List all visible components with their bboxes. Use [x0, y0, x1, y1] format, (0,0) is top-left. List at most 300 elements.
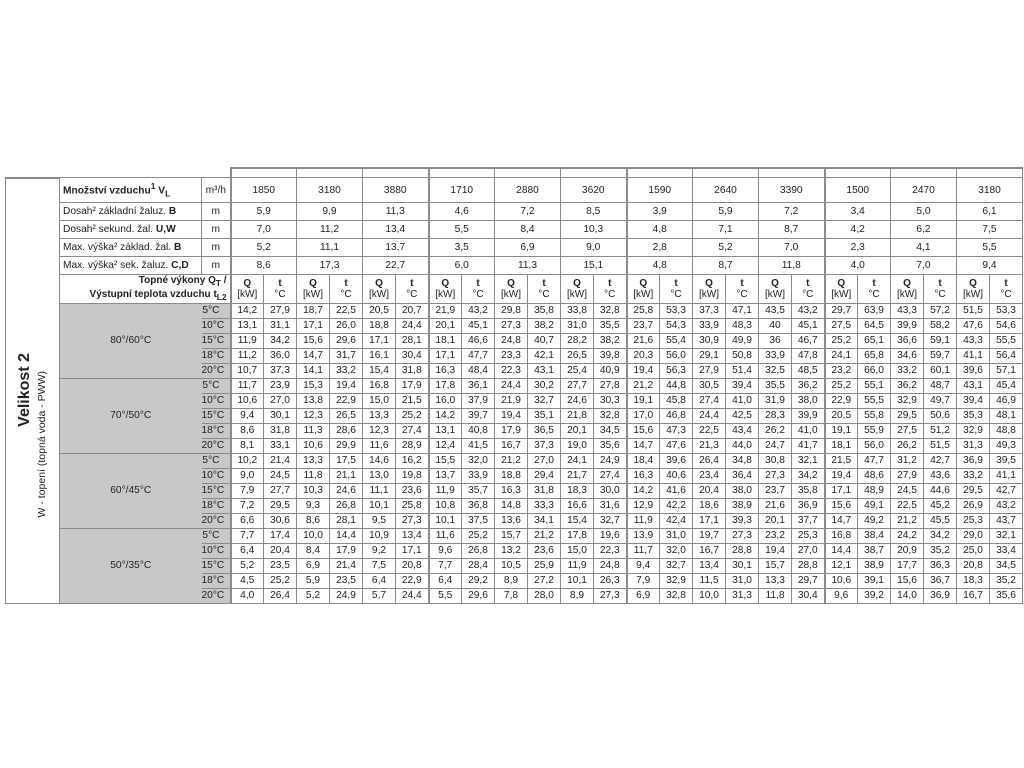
table-cell: 34,2: [924, 529, 957, 544]
table-cell: 17,8: [561, 529, 594, 544]
table-cell: 34,2: [264, 334, 297, 349]
table-cell: 55,8: [858, 409, 891, 424]
table-cell: 35,1: [528, 409, 561, 424]
table-cell: 25,0: [957, 544, 990, 559]
table-cell: 27,9: [264, 304, 297, 319]
table-cell: 36,2: [891, 379, 924, 394]
table-cell: 18,8: [363, 319, 396, 334]
table-cell: 19,4: [759, 544, 792, 559]
table-cell: 40,8: [462, 424, 495, 439]
table-cell: 32,9: [660, 574, 693, 589]
header-tick: [231, 168, 297, 178]
table-cell: 42,7: [990, 484, 1023, 499]
table-cell: 47,6: [660, 439, 693, 454]
table-cell: 31,3: [726, 589, 759, 604]
header-tick: [561, 168, 627, 178]
table-cell: 53,3: [660, 304, 693, 319]
inlet-temp: 15°C: [202, 484, 231, 499]
table-cell: 27,4: [693, 394, 726, 409]
header-tick: [297, 168, 363, 178]
col-header-t-unit: °C: [802, 289, 814, 301]
table-cell: 33,2: [330, 364, 363, 379]
inlet-temp: 15°C: [202, 334, 231, 349]
table-cell: 16,8: [363, 379, 396, 394]
table-cell: 10,6: [825, 574, 858, 589]
table-cell: 22,5: [330, 304, 363, 319]
col-header-q-symbol: Q: [903, 278, 911, 290]
table-cell: 25,2: [825, 334, 858, 349]
table-cell: 59,7: [924, 349, 957, 364]
table-cell: 29,7: [792, 574, 825, 589]
table-cell: 8,4: [297, 544, 330, 559]
col-header-q-unit: [kW]: [369, 289, 390, 301]
param-row: [6, 203, 1023, 221]
table-cell: 25,3: [957, 514, 990, 529]
table-cell: 49,3: [990, 439, 1023, 454]
col-header-t: [924, 275, 957, 304]
col-header-t-unit: °C: [472, 289, 484, 301]
table-cell: 29,5: [957, 484, 990, 499]
table-cell: 66,0: [858, 364, 891, 379]
table-cell: 7,2: [231, 499, 264, 514]
col-header-q-unit: [kW]: [765, 289, 786, 301]
table-cell: 39,9: [792, 409, 825, 424]
table-cell: 9,3: [297, 499, 330, 514]
table-cell: 18,6: [693, 499, 726, 514]
table-cell: 7,5: [363, 559, 396, 574]
param-value: 22,7: [363, 257, 429, 275]
table-cell: 26,2: [891, 439, 924, 454]
table-cell: 36,0: [264, 349, 297, 364]
table-cell: 45,2: [924, 499, 957, 514]
table-cell: 27,8: [594, 379, 627, 394]
table-cell: 25,9: [528, 559, 561, 574]
param-value: 7,5: [957, 221, 1023, 239]
table-cell: 21,9: [429, 304, 462, 319]
param-value: 8,6: [231, 257, 297, 275]
table-cell: 31,8: [264, 424, 297, 439]
table-cell: 39,8: [594, 349, 627, 364]
table-cell: 22,9: [825, 394, 858, 409]
table-cell: 26,3: [594, 574, 627, 589]
table-cell: 55,9: [858, 424, 891, 439]
table-cell: 30,0: [594, 484, 627, 499]
col-header-t-unit: °C: [604, 289, 616, 301]
table-cell: 17,1: [363, 334, 396, 349]
table-cell: 6,4: [429, 574, 462, 589]
col-header-q-unit: [kW]: [303, 289, 324, 301]
param-value: 7,0: [759, 239, 825, 257]
table-cell: 39,1: [858, 574, 891, 589]
param-value: 11,8: [759, 257, 825, 275]
inlet-temp: 15°C: [202, 409, 231, 424]
table-cell: 11,5: [693, 574, 726, 589]
param-value: 2,3: [825, 239, 891, 257]
table-cell: 54,6: [990, 319, 1023, 334]
table-cell: 27,0: [792, 544, 825, 559]
table-cell: 15,0: [363, 394, 396, 409]
table-cell: 5,5: [429, 589, 462, 604]
col-header-q: [231, 275, 264, 304]
table-cell: 21,2: [495, 454, 528, 469]
table-cell: 14,7: [627, 439, 660, 454]
param-value: 7,2: [495, 203, 561, 221]
sidebar-subtitle: W - topení (topná voda - PWW): [36, 371, 48, 518]
table-cell: 28,1: [396, 334, 429, 349]
table-cell: 27,3: [726, 529, 759, 544]
table-cell: 53,3: [990, 304, 1023, 319]
table-cell: 7,9: [231, 484, 264, 499]
table-cell: 18,7: [297, 304, 330, 319]
table-cell: 6,9: [627, 589, 660, 604]
table-cell: 17,1: [693, 514, 726, 529]
param-unit: m: [202, 203, 231, 221]
regime-cell: [60, 304, 202, 379]
table-cell: 30,4: [792, 589, 825, 604]
table-cell: 10,7: [231, 364, 264, 379]
table-cell: 33,1: [264, 439, 297, 454]
table-cell: 49,7: [924, 394, 957, 409]
table-cell: 17,1: [825, 484, 858, 499]
table-cell: 29,2: [462, 574, 495, 589]
table-cell: 16,7: [693, 544, 726, 559]
col-header-q-symbol: Q: [837, 278, 846, 290]
col-header-t-symbol: t: [608, 278, 612, 290]
table-cell: 15,4: [363, 364, 396, 379]
sidebar-title: Velikost 2: [16, 352, 33, 427]
table-cell: 51,5: [957, 304, 990, 319]
table-cell: 28,6: [330, 424, 363, 439]
table-cell: 10,8: [429, 499, 462, 514]
param-value: 3180: [957, 178, 1023, 203]
table-cell: 23,5: [264, 559, 297, 574]
inlet-temp: 5°C: [202, 454, 231, 469]
table-cell: 20,1: [561, 424, 594, 439]
table-cell: 33,3: [528, 499, 561, 514]
table-cell: 30,1: [726, 559, 759, 574]
table-cell: 24,4: [495, 379, 528, 394]
table-cell: 11,2: [231, 349, 264, 364]
table-cell: 26,9: [957, 499, 990, 514]
table-cell: 35,3: [957, 409, 990, 424]
table-cell: 16,0: [429, 394, 462, 409]
table-cell: 25,2: [264, 574, 297, 589]
table-cell: 13,4: [693, 559, 726, 574]
param-label: [60, 221, 202, 239]
table-cell: 24,6: [561, 394, 594, 409]
param-value: 7,2: [759, 203, 825, 221]
table-cell: 48,6: [858, 469, 891, 484]
table-cell: 12,3: [297, 409, 330, 424]
table-cell: 38,9: [726, 499, 759, 514]
sidebar-cell: [6, 178, 60, 304]
col-header-q: [495, 275, 528, 304]
table-cell: 29,4: [528, 469, 561, 484]
table-cell: 15,5: [429, 454, 462, 469]
power-header-line1-end: /: [220, 275, 227, 287]
table-cell: 27,3: [759, 469, 792, 484]
param-value: 9,9: [297, 203, 363, 221]
table-cell: 37,5: [462, 514, 495, 529]
col-header-t-unit: °C: [934, 289, 946, 301]
table-cell: 40,6: [660, 469, 693, 484]
table-cell: 13,1: [429, 424, 462, 439]
table-cell: 27,7: [264, 484, 297, 499]
param-value: 7,0: [891, 257, 957, 275]
table-cell: 21,4: [330, 559, 363, 574]
col-header-q-unit: [kW]: [237, 289, 258, 301]
table-cell: 17,9: [330, 544, 363, 559]
param-value: 3,5: [429, 239, 495, 257]
table-cell: 55,4: [660, 334, 693, 349]
table-cell: 39,6: [957, 364, 990, 379]
param-row: [6, 239, 1023, 257]
inlet-temp: 18°C: [202, 349, 231, 364]
col-header-q: [627, 275, 660, 304]
col-header-q: [297, 275, 330, 304]
table-cell: 20,1: [429, 319, 462, 334]
table-cell: 49,1: [858, 499, 891, 514]
table-cell: 9,6: [429, 544, 462, 559]
table-cell: 23,6: [396, 484, 429, 499]
inlet-temp: 5°C: [202, 529, 231, 544]
table-cell: 26,0: [330, 319, 363, 334]
table-cell: 55,5: [858, 394, 891, 409]
table-cell: 11,7: [231, 379, 264, 394]
table-cell: 27,0: [528, 454, 561, 469]
table-cell: 24,8: [495, 334, 528, 349]
param-value: 11,3: [363, 203, 429, 221]
table-cell: 30,9: [693, 334, 726, 349]
param-unit: m: [202, 221, 231, 239]
table-cell: 36,9: [924, 589, 957, 604]
table-cell: 14,7: [297, 349, 330, 364]
table-cell: 19,1: [825, 424, 858, 439]
table-cell: 32,9: [957, 424, 990, 439]
table-cell: 24,4: [693, 409, 726, 424]
inlet-temp: 5°C: [202, 304, 231, 319]
table-cell: 60,1: [924, 364, 957, 379]
table-cell: 35,5: [594, 319, 627, 334]
table-cell: 23,6: [528, 544, 561, 559]
table-cell: 35,8: [792, 484, 825, 499]
param-label-text: Max. výška² sek. žaluz.: [63, 260, 172, 272]
table-cell: 5,2: [231, 559, 264, 574]
param-value: 2640: [693, 178, 759, 203]
param-unit: m: [202, 239, 231, 257]
power-header-line2: Výstupní teplota vzduchu t: [89, 289, 217, 301]
param-value: 5,0: [891, 203, 957, 221]
table-cell: 27,2: [528, 574, 561, 589]
table-cell: 31,0: [660, 529, 693, 544]
param-label-symbol: B: [173, 242, 182, 254]
col-header-q-unit: [kW]: [897, 289, 918, 301]
table-cell: 10,6: [231, 394, 264, 409]
table-cell: 31,0: [561, 319, 594, 334]
table-row: [6, 379, 1023, 394]
table-cell: 63,9: [858, 304, 891, 319]
table-cell: 13,7: [429, 469, 462, 484]
table-cell: 26,8: [330, 499, 363, 514]
table-cell: 48,5: [792, 364, 825, 379]
table-cell: 31,6: [594, 499, 627, 514]
param-value: 5,2: [693, 239, 759, 257]
table-cell: 18,3: [561, 484, 594, 499]
table-cell: 45,4: [990, 379, 1023, 394]
col-header-q-symbol: Q: [705, 278, 713, 290]
table-cell: 40,7: [528, 334, 561, 349]
table-cell: 27,3: [396, 514, 429, 529]
table-cell: 13,3: [759, 574, 792, 589]
param-row: [6, 221, 1023, 239]
table-cell: 19,4: [825, 469, 858, 484]
table-cell: 32,5: [759, 364, 792, 379]
table-cell: 47,8: [792, 349, 825, 364]
param-value: 4,0: [825, 257, 891, 275]
table-cell: 37,3: [264, 364, 297, 379]
table-cell: 10,1: [429, 514, 462, 529]
table-cell: 15,0: [561, 544, 594, 559]
param-value: 5,5: [957, 239, 1023, 257]
inlet-temp: 5°C: [202, 379, 231, 394]
table-cell: 27,5: [891, 424, 924, 439]
table-cell: 17,1: [297, 319, 330, 334]
power-header: [60, 275, 231, 304]
param-value: 6,9: [495, 239, 561, 257]
inlet-temp: 20°C: [202, 589, 231, 604]
table-cell: 24,1: [825, 349, 858, 364]
table-cell: 27,3: [495, 319, 528, 334]
power-header-line2-sub: L2: [216, 292, 227, 303]
table-cell: 43,1: [528, 364, 561, 379]
table-cell: 23,4: [693, 469, 726, 484]
col-header-t: [858, 275, 891, 304]
table-cell: 44,0: [726, 439, 759, 454]
header-tick: [693, 168, 759, 178]
power-header-line1-sub: T: [215, 278, 221, 289]
table-cell: 9,0: [231, 469, 264, 484]
table-cell: 27,0: [264, 394, 297, 409]
table-cell: 7,8: [495, 589, 528, 604]
table-cell: 56,3: [660, 364, 693, 379]
col-header-q-symbol: Q: [441, 278, 450, 290]
performance-table: [5, 167, 1023, 604]
param-value: 3880: [363, 178, 429, 203]
table-cell: 35,6: [990, 589, 1023, 604]
param-value: 13,7: [363, 239, 429, 257]
table-cell: 12,4: [429, 439, 462, 454]
table-cell: 31,2: [891, 454, 924, 469]
table-cell: 15,6: [627, 424, 660, 439]
table-cell: 38,9: [858, 559, 891, 574]
table-cell: 37,3: [528, 439, 561, 454]
table-cell: 11,1: [363, 484, 396, 499]
table-cell: 36: [759, 334, 792, 349]
inlet-temp: 10°C: [202, 469, 231, 484]
table-cell: 27,5: [825, 319, 858, 334]
table-cell: 42,1: [528, 349, 561, 364]
col-header-q: [891, 275, 924, 304]
table-cell: 25,2: [462, 529, 495, 544]
param-value: 11,2: [297, 221, 363, 239]
table-cell: 41,0: [726, 394, 759, 409]
table-cell: 34,5: [990, 559, 1023, 574]
param-value: 6,1: [957, 203, 1023, 221]
table-cell: 28,8: [726, 544, 759, 559]
col-header-t: [462, 275, 495, 304]
table-cell: 49,2: [858, 514, 891, 529]
power-header-line1: Topné výkony Q: [138, 275, 216, 287]
col-header-t-unit: °C: [538, 289, 550, 301]
table-cell: 10,3: [297, 484, 330, 499]
param-label-text: Dosah² základní žaluz.: [63, 206, 169, 218]
table-cell: 48,8: [990, 424, 1023, 439]
param-value: 7,1: [693, 221, 759, 239]
table-cell: 25,2: [396, 409, 429, 424]
table-cell: 51,4: [726, 364, 759, 379]
table-cell: 29,8: [495, 304, 528, 319]
table-cell: 38,2: [594, 334, 627, 349]
table-row: [6, 529, 1023, 544]
table-cell: 40: [759, 319, 792, 334]
col-header-t-symbol: t: [740, 278, 744, 290]
param-value: 3180: [297, 178, 363, 203]
table-cell: 25,8: [396, 499, 429, 514]
col-header-t-unit: °C: [340, 289, 352, 301]
table-cell: 30,5: [693, 379, 726, 394]
col-header-q-unit: [kW]: [963, 289, 984, 301]
table-cell: 32,8: [660, 589, 693, 604]
table-cell: 28,8: [792, 559, 825, 574]
sidebar-title-cell: [6, 304, 60, 604]
col-header-t-symbol: t: [476, 278, 480, 290]
param-row: [6, 257, 1023, 275]
table-cell: 13,9: [627, 529, 660, 544]
table-cell: 16,7: [957, 589, 990, 604]
param-value: 15,1: [561, 257, 627, 275]
table-cell: 21,5: [825, 454, 858, 469]
col-header-q-symbol: Q: [507, 278, 515, 290]
table-cell: 14,8: [495, 499, 528, 514]
table-cell: 9,4: [627, 559, 660, 574]
table-cell: 13,1: [231, 319, 264, 334]
param-value: 11,1: [297, 239, 363, 257]
param-value: 7,0: [231, 221, 297, 239]
col-header-q: [957, 275, 990, 304]
table-cell: 34,1: [528, 514, 561, 529]
table-cell: 19,8: [396, 469, 429, 484]
col-header-t-unit: °C: [868, 289, 880, 301]
table-cell: 45,5: [924, 514, 957, 529]
table-cell: 23,7: [759, 484, 792, 499]
param-value: 9,4: [957, 257, 1023, 275]
table-cell: 7,7: [429, 559, 462, 574]
table-cell: 43,3: [891, 304, 924, 319]
table-cell: 58,2: [924, 319, 957, 334]
table-cell: 37,7: [792, 514, 825, 529]
param-value: 5,5: [429, 221, 495, 239]
param-value: 1710: [429, 178, 495, 203]
col-header-t: [330, 275, 363, 304]
table-cell: 26,5: [561, 349, 594, 364]
table-cell: 16,7: [495, 439, 528, 454]
table-cell: 12,3: [363, 424, 396, 439]
table-cell: 10,0: [693, 589, 726, 604]
table-cell: 24,5: [891, 484, 924, 499]
param-value: 3620: [561, 178, 627, 203]
table-cell: 44,6: [924, 484, 957, 499]
param-value: 1500: [825, 178, 891, 203]
